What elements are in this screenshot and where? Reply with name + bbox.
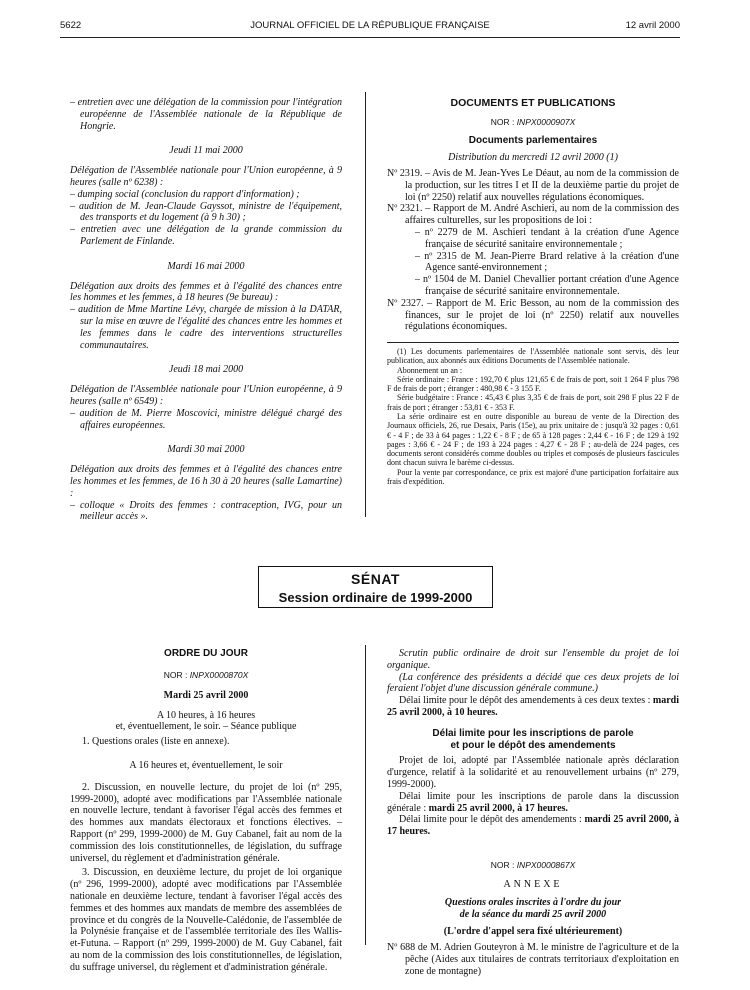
nor-label: NOR : [490,859,515,870]
inscription-deadline-date: mardi 25 avril 2000, à 17 heures. [428,802,568,814]
footnote [387,347,679,486]
section-mardi-30-mai [70,444,342,523]
section-item: – audition de M. Jean-Claude Gayssot, ministre de l'équipement, des transports et du logement (à 9 h 30) ; [70,200,342,224]
section-lead: Délégation aux droits des femmes et à l'égalité des chances entre les hommes et les femmes, de 16 h 30 à 20 heures (salle Lamartine) : [70,464,342,499]
nor-code: INPX0000907X [516,117,576,128]
inscription-deadline-text: Délai limite pour les inscriptions de parole dans la discussion générale : [387,790,679,814]
page-header [60,20,680,34]
amendments-deadline-text: Délai limite pour le dépôt des amendements à ces deux textes : [399,695,651,707]
section-item: – entretien avec une délégation de la grande commission du Parlement de Finlande. [70,224,342,247]
footnote-paragraph: Série budgétaire : France : 45,43 € plus 3,35 € de frais de port, soit 298 F plus 22 F de frais de port ; étranger : 53,81 € - 353 F. [387,393,679,412]
section-date: Jeudi 18 mai 2000 [168,364,244,376]
question-688: Nº 688 de M. Adrien Gouteyron à M. le ministre de l'agriculture et de la pêche (Aides aux titulaires de contrats territoriaux d'exploitation en zone de montagne) [387,942,679,977]
footnote-paragraph: Pour la vente par correspondance, ce prix est majoré d'une participation forfaitaire aux frais d'expédition. [387,467,679,486]
document-2327: Nº 2327. – Rapport de M. Eric Besson, au nom de la commission des finances, sur le projet de loi (nº 2250) relatif aux nouvelles régulations économiques. [387,297,679,333]
session-time-1: A 10 heures, à 16 heures [156,709,256,721]
amendments-deadline-date: mardi 25 avril 2000, à 10 heures. [387,695,680,718]
right-bottom-column [387,648,679,978]
projet-de-loi: Projet de loi, adopté par l'Assemblée nationale après déclaration d'urgence, relatif à la solidarité et au renouvellement urbains (nº 279, 1999-2000). [387,755,679,790]
conference-line: (La conférence des présidents a décidé que ces deux projets de loi feraient l'objet d'une discussion générale commune.) [387,671,679,695]
footnote-paragraph: Abonnement un an : [397,365,463,375]
agenda-item-1: 1. Questions orales (liste en annexe). [82,736,230,748]
column-divider [365,92,366,517]
document-2319: Nº 2319. – Avis de M. Jean-Yves Le Déaut, au nom de la commission de la production, sur les titres I et II de la deuxième partie du projet de loi (nº 2250) relatif aux nouvelles régulations économiques. [387,167,679,203]
issue-date: 12 avril 2000 [625,20,680,31]
questions-heading-2: de la séance du mardi 25 avril 2000 [459,908,607,920]
document-2321: Nº 2321. – Rapport de M. André Aschieri, au nom de la commission des affaires culturelles, sur les propositions de loi : [387,203,679,227]
senat-title: SÉNAT [351,571,400,587]
section-item: – audition de Mme Martine Lévy, chargée de mission à la DATAR, sur la mise en œuvre de l'égalité des chances entre les hommes et les femmes dans le cadre des interventions structurelles communautaires. [70,304,342,351]
intro-item: – entretien avec une délégation de la commission pour l'intégration européenne de l'Assemblée nationale de la République de Hongrie. [70,97,342,132]
questions-heading-1: Questions orales inscrites à l'ordre du jour [444,896,622,908]
section-item: – colloque « Droits des femmes : contraception, IVG, pour un meilleur accès ». [70,499,342,523]
agenda-item-3: 3. Discussion, en deuxième lecture, du projet de loi organique (nº 296, 1999-2000), adopté avec modifications par l'Assemblée nationale en deuxième lecture, tendant à favoriser l'égal accès des femmes et des hommes aux mandats de membre des assemblées de province et du congrès de la Nouvelle-Calédonie, de l'assemblée de la Polynésie française et de l'assemblée territoriale des îles Wallis-et-Futuna. – Rapport (nº 299, 1999-2000) de M. Guy Cabanel, fait au nom de la commission des lois constitutionnelles, de législation, du suffrage universel, du règlement et d'administration générale. [70,867,342,973]
section-jeudi-11-mai [70,145,342,247]
proposition-item: – nº 2315 de M. Jean-Pierre Brard relative à la création d'une Agence santé-environnement ; [415,250,679,274]
nor-code: INPX0000870X [189,669,249,680]
session-date: Mardi 25 avril 2000 [163,689,249,701]
section-date: Mardi 30 mai 2000 [167,444,245,456]
page-number: 5622 [60,20,82,31]
section-jeudi-18-mai [70,364,342,431]
scrutin-line: Scrutin public ordinaire de droit sur l'ensemble du projet de loi organique. [387,648,679,671]
section-item: – dumping social (conclusion du rapport d'information) ; [70,188,300,200]
footnote-paragraph: La série ordinaire est en outre disponible au bureau de vente de la Direction des Journaux officiels, 26, rue Desaix, Paris (15e), au prix unitaire de : jusqu'à 32 pages : 0,61 € - 4 F ; de 33 à 64 pages : 1,22 € - 8 F ; de 65 à 128 pages : 2,44 € - 16 F ; de 129 à 192 pages : 3,66 € - 24 F ; de 193 à 224 pages : 4,27 € - 28 F ; au-delà de 224 pages, ces documents seront considérés comme doubles ou triples et composés de plusieurs fascicules dont chacun suivra le barème ci-dessus. [387,412,679,468]
documents-heading: DOCUMENTS ET PUBLICATIONS [450,97,616,109]
senat-banner [258,566,493,608]
section-lead: Délégation de l'Assemblée nationale pour l'Union européenne, à 9 heures (salle nº 6238) : [70,165,342,188]
annexe-heading: ANNEXE [503,878,563,890]
section-mardi-16-mai [70,261,342,352]
deadline-heading-2: et pour le dépôt des amendements [450,739,616,751]
section-date: Jeudi 11 mai 2000 [169,145,243,157]
section-lead: Délégation aux droits des femmes et à l'égalité des chances entre les hommes et les femmes, à 18 heures (9e bureau) : [70,280,342,304]
amendments-deadline [387,695,679,719]
left-bottom-column [70,648,342,974]
footnote-paragraph: (1) Les documents parlementaires de l'Assemblée nationale sont servis, dès leur publication, aux abonnés aux éditions Documents de l'Assemblée nationale. [387,347,679,366]
nor-code: INPX0000867X [516,859,576,870]
depot-deadline [387,814,679,838]
section-date: Mardi 16 mai 2000 [167,260,245,272]
distribution-line: Distribution du mercredi 12 avril 2000 (1) [448,152,618,164]
inscription-deadline [387,791,679,815]
proposition-item: – nº 2279 de M. Aschieri tendant à la création d'une Agence française de sécurité sanitaire environnementale ; [415,226,679,250]
afternoon-heading: A 16 heures et, éventuellement, le soir [129,760,283,771]
depot-deadline-text: Délai limite pour le dépôt des amendements : [399,814,582,826]
nor-reference [387,117,679,127]
left-top-column [70,97,342,523]
depot-deadline-date: mardi 25 avril 2000, à 17 heures. [387,814,679,838]
nor-reference [70,670,342,680]
session-time-2: et, éventuellement, le soir. – Séance publique [115,721,297,733]
nor-label: NOR : [490,117,515,128]
deadline-heading-1: Délai limite pour les inscriptions de parole [432,727,634,739]
proposition-item: – nº 1504 de M. Daniel Chevallier portant création d'une Agence française de sécurité sanitaire environnementale. [415,274,679,297]
section-lead: Délégation de l'Assemblée nationale pour l'Union européenne, à 9 heures (salle nº 6549) : [70,384,342,407]
right-top-column [387,97,679,486]
section-item: – audition de M. Pierre Moscovici, ministre délégué chargé des affaires européennes. [70,407,342,431]
ordre-du-jour-heading: ORDRE DU JOUR [164,648,248,659]
nor-reference [387,860,679,870]
agenda-item-2: 2. Discussion, en nouvelle lecture, du projet de loi (nº 295, 1999-2000), adopté avec modifications par l'Assemblée nationale en nouvelle lecture, tendant à favoriser l'égal accès des femmes et des hommes aux mandats électoraux et fonctions électives. – Rapport (nº 299, 1999-2000) de M. Guy Cabanel, fait au nom de la commission des lois constitutionnelles, de législation, du suffrage universel, du règlement et d'administration générale. [70,781,342,864]
ordre-appel: (L'ordre d'appel sera fixé ultérieurement) [443,926,623,938]
column-divider [365,645,366,945]
journal-title: JOURNAL OFFICIEL DE LA RÉPUBLIQUE FRANÇAISE [250,20,490,31]
documents-subheading: Documents parlementaires [468,135,598,147]
footnote-paragraph: Série ordinaire : France : 192,70 € plus 121,65 € de frais de port, soit 1 264 F plus 798 F de frais de port ; étranger : 480,98 € - 3 155 F. [387,374,679,394]
footnote-rule [387,342,679,343]
header-rule [60,37,680,38]
senat-subtitle: Session ordinaire de 1999-2000 [278,589,473,605]
nor-label: NOR : [163,669,188,680]
